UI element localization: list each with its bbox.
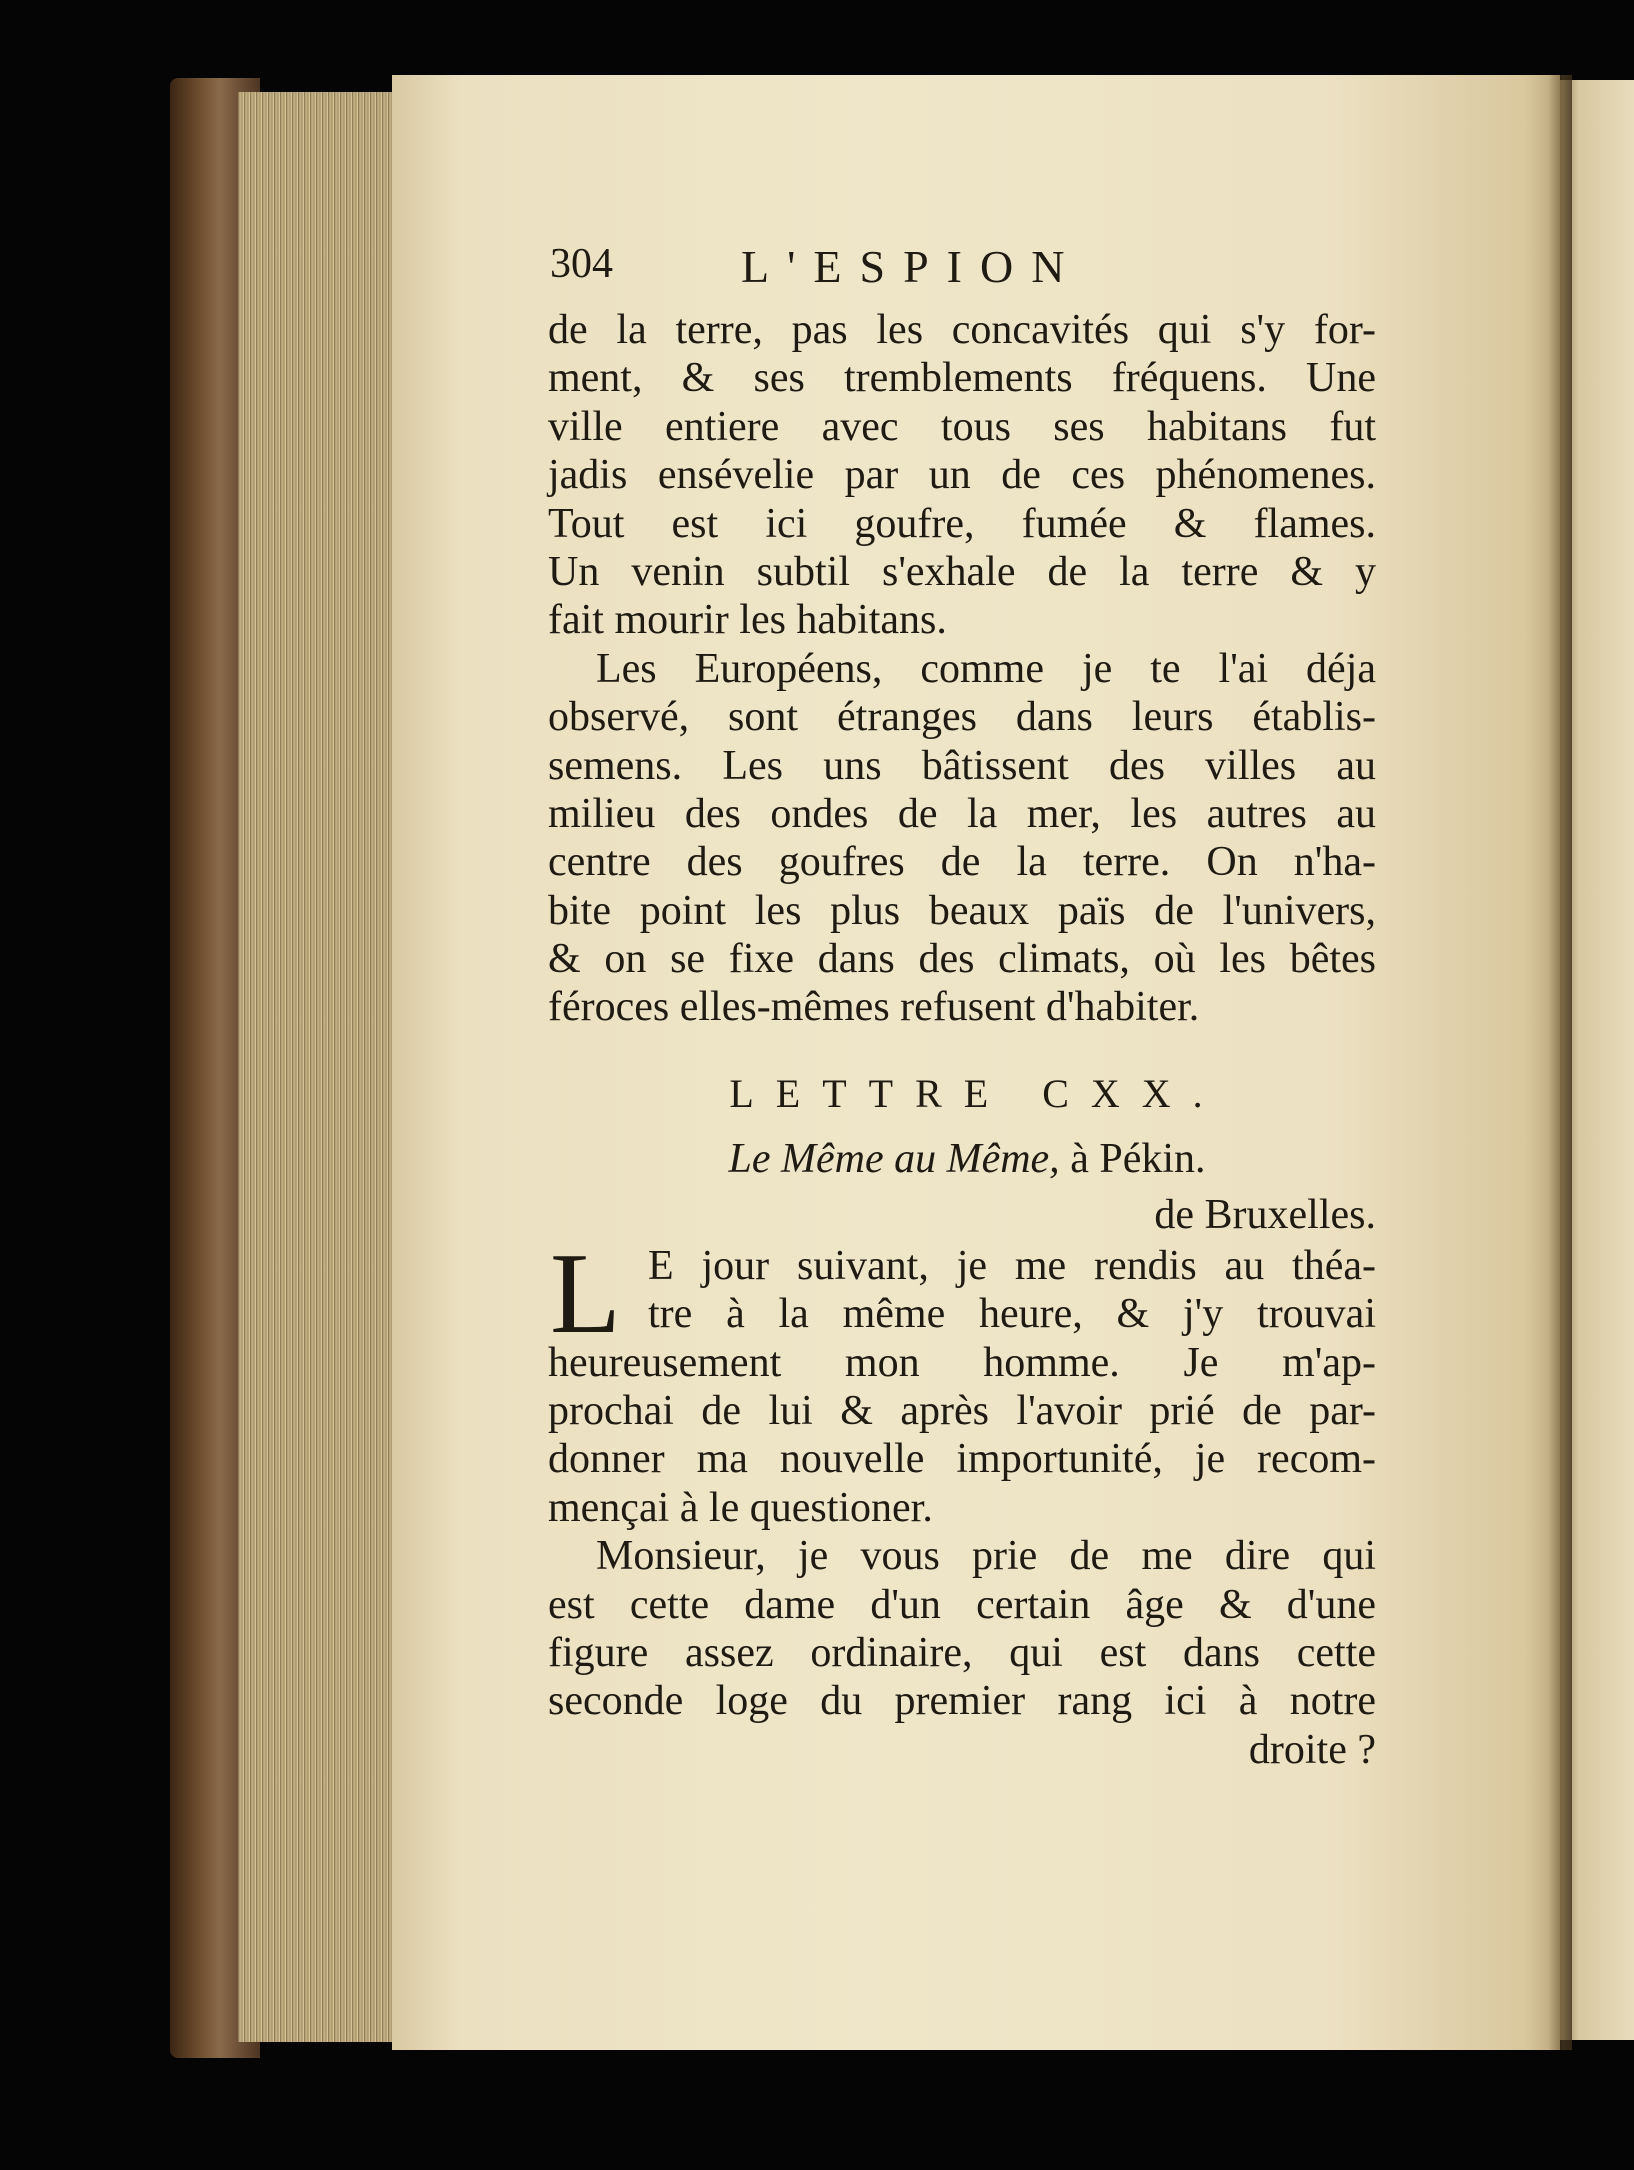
- running-title: L'ESPION: [741, 241, 1083, 292]
- page-edges: [238, 92, 396, 2042]
- paragraph-2: [548, 645, 1376, 1032]
- catchword: droite ?: [1248, 1726, 1376, 1773]
- text-line: bite point les plus beaux païs de l'univers,: [548, 887, 1376, 934]
- text-line: donner ma nouvelle importunité, je recom-: [548, 1436, 1376, 1483]
- paragraph-3: [548, 1229, 1376, 1532]
- page-header: [548, 240, 1376, 306]
- paragraph-1: [548, 306, 1376, 645]
- text-line: jadis ensévelie par un de ces phénomenes.: [548, 452, 1376, 499]
- text-line: Monsieur, je vous prie de me dire qui: [596, 1533, 1376, 1580]
- text-line: Tout est ici goufre, fumée & flames.: [548, 500, 1376, 547]
- text-line: seconde loge du premier rang ici à notre: [548, 1678, 1376, 1725]
- text-line: féroces elles-mêmes refusent d'habiter.: [548, 984, 1200, 1031]
- text-line: est cette dame d'un certain âge & d'une: [548, 1581, 1376, 1628]
- letter-origin: de Bruxelles.: [1154, 1191, 1376, 1238]
- letter-addressee: [548, 1124, 1376, 1194]
- text-line: mençai à le questioner.: [548, 1484, 933, 1531]
- text-line: fait mourir les habitans.: [548, 597, 947, 644]
- text-line: prochai de lui & après l'avoir prié de par-: [548, 1388, 1376, 1435]
- letter-title: LETTRE CXX.: [729, 1070, 1225, 1116]
- text-line: ville entiere avec tous ses habitans fut: [548, 403, 1376, 450]
- page-number: 304: [550, 241, 613, 287]
- text-line: observé, sont étranges dans leurs établis-: [548, 694, 1376, 741]
- page-text: [548, 240, 1376, 1774]
- text-line: heureusement mon homme. Je m'ap-: [548, 1339, 1376, 1386]
- text-line: milieu des ondes de la mer, les autres au: [548, 790, 1376, 837]
- text-line: E jour suivant, je me rendis au théa-: [648, 1242, 1376, 1289]
- text-line: centre des goufres de la terre. On n'ha-: [548, 839, 1376, 886]
- page-gutter-shadow: [1548, 75, 1572, 2050]
- text-line: figure assez ordinaire, qui est dans cette: [548, 1629, 1376, 1676]
- drop-cap: L: [550, 1229, 621, 1358]
- paragraph-4: [548, 1532, 1376, 1726]
- text-line: & on se fixe dans des climats, où les bêtes: [548, 936, 1376, 983]
- text-line: ment, & ses tremblements fréquens. Une: [548, 355, 1376, 402]
- text-line: Un venin subtil s'exhale de la terre & y: [548, 548, 1376, 595]
- addressee-place: à Pékin.: [1070, 1135, 1206, 1182]
- text-line: de la terre, pas les concavités qui s'y for-: [548, 307, 1376, 353]
- text-line: semens. Les uns bâtissent des villes au: [548, 742, 1376, 789]
- addressee-names: Le Même au Même,: [728, 1135, 1060, 1182]
- text-line: Les Européens, comme je te l'ai déja: [596, 645, 1376, 692]
- text-line: tre à la même heure, & j'y trouvai: [648, 1291, 1376, 1338]
